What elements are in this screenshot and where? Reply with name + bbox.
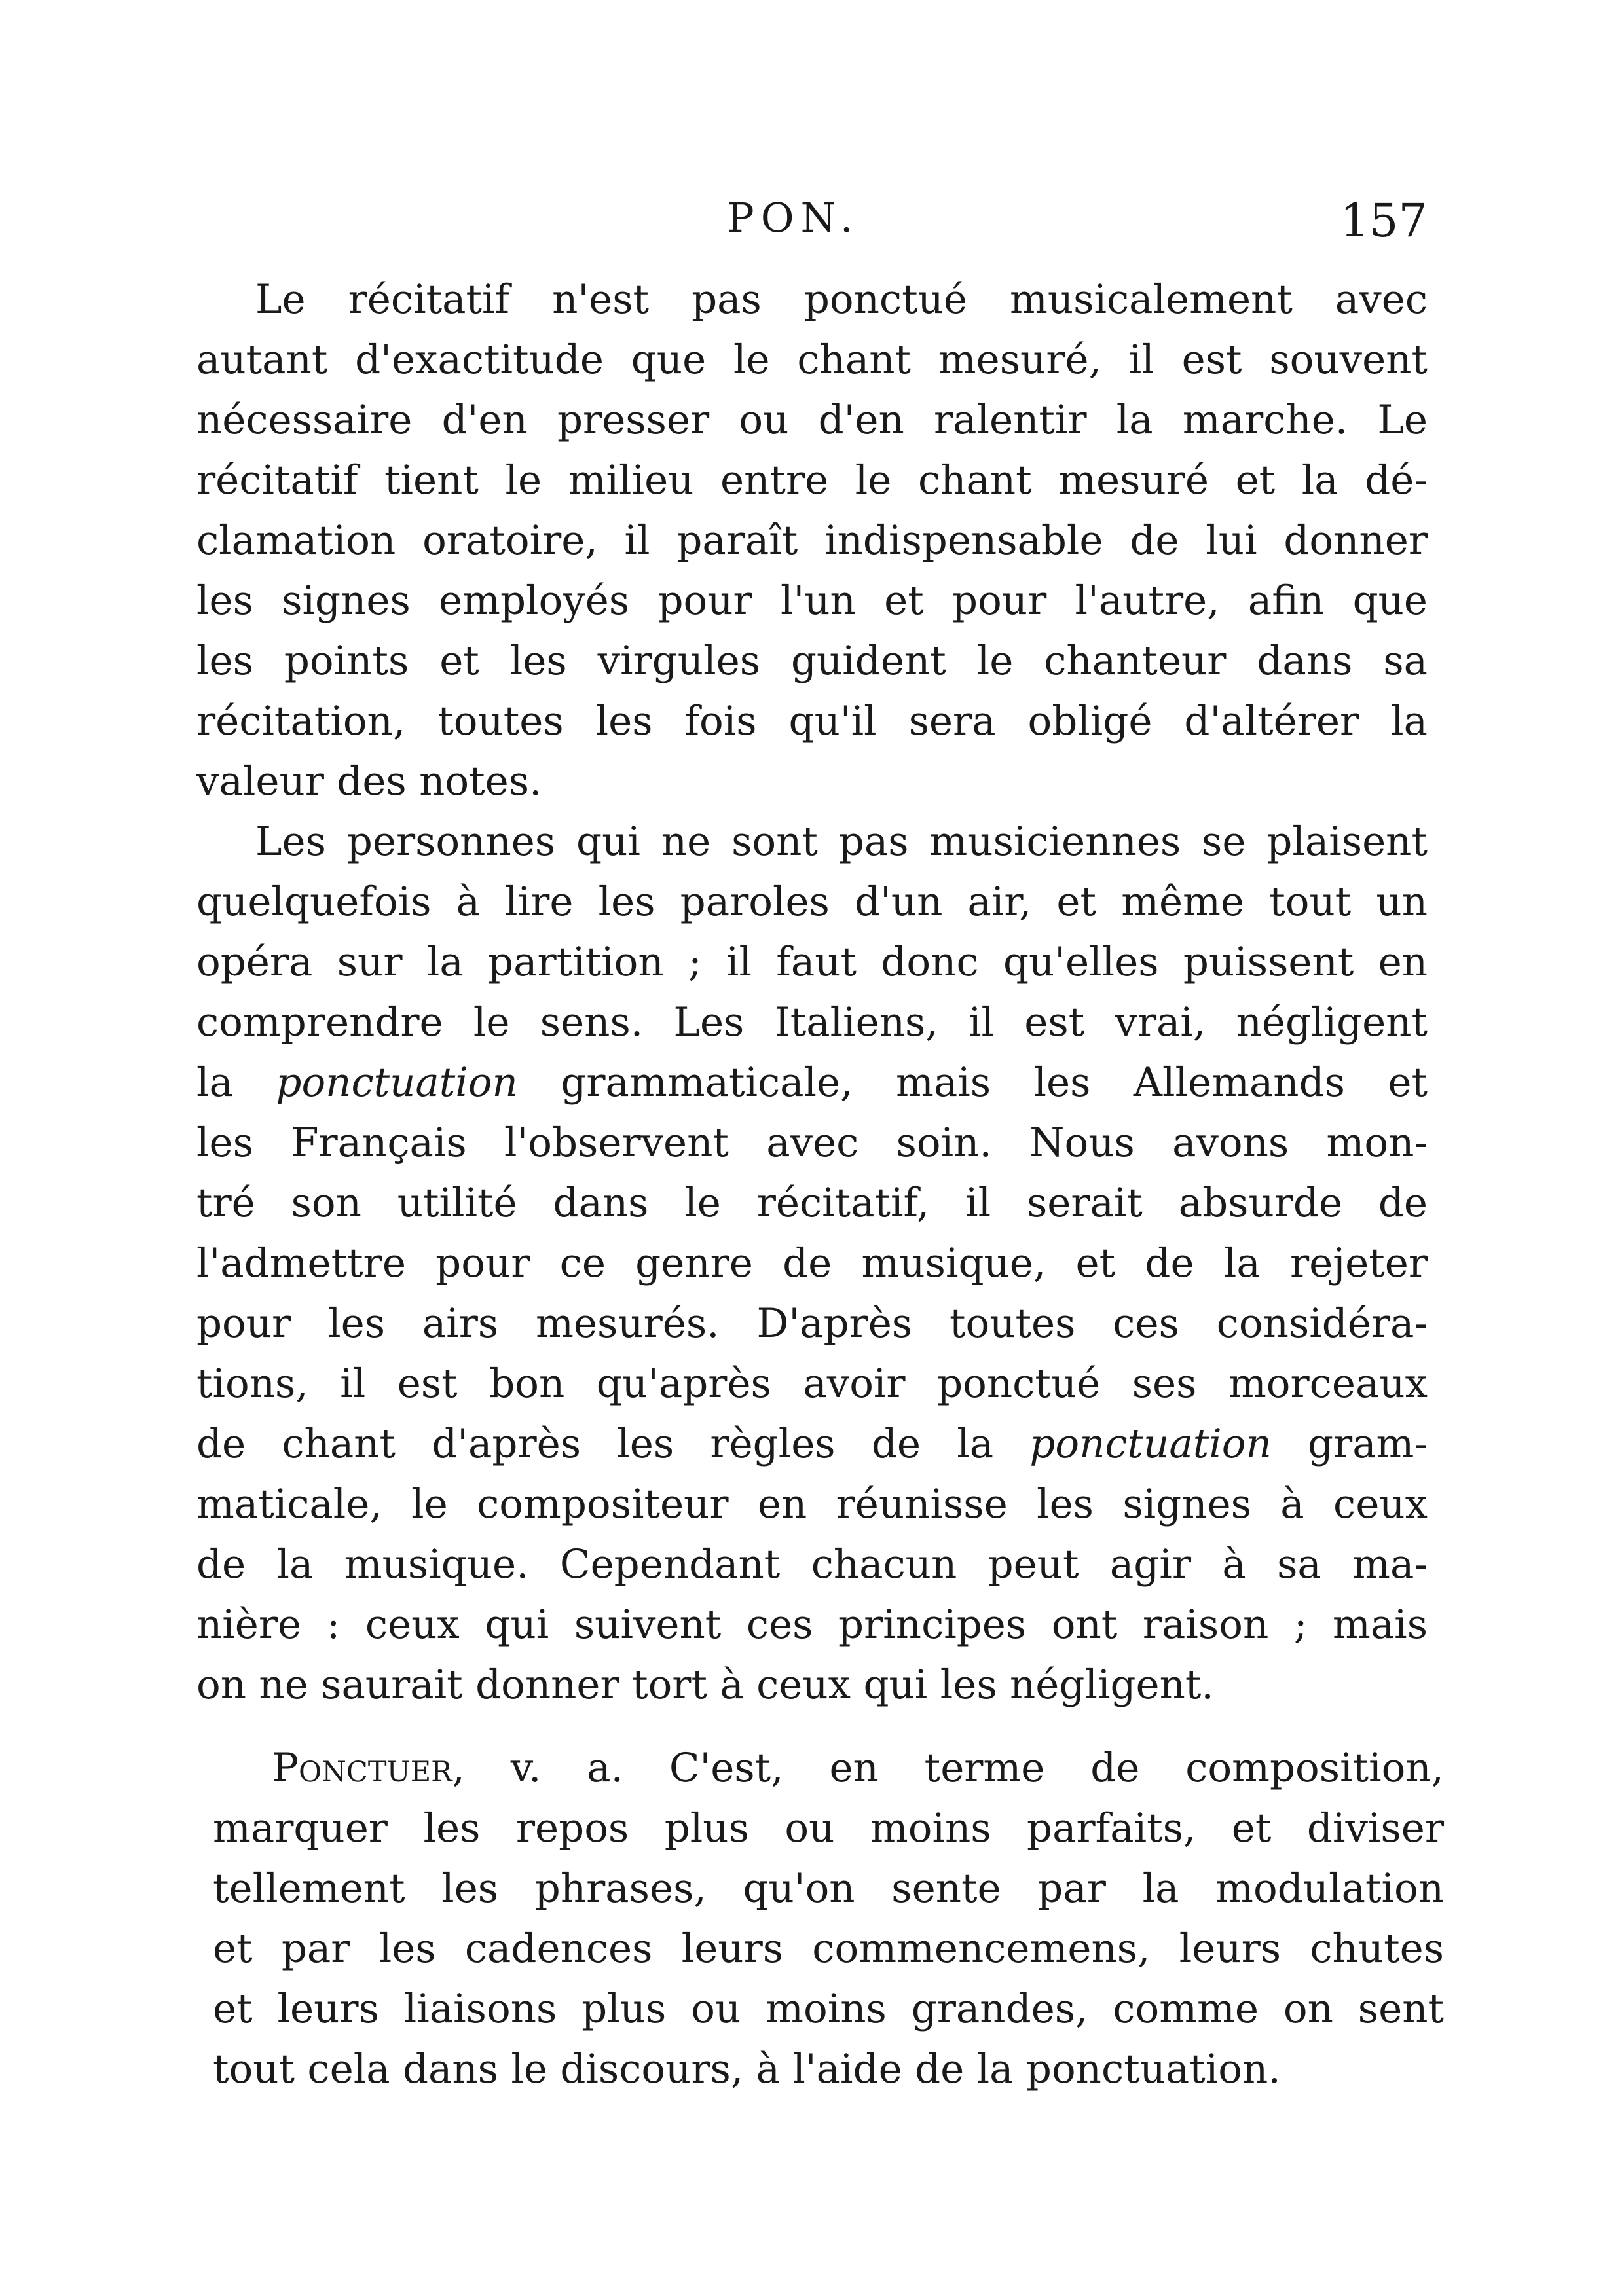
running-head: [196, 194, 1428, 253]
text-line: Le récitatif n'est pas ponctué musicalement avec: [255, 276, 1428, 323]
text-line: opéra sur la partition ; il faut donc qu'elles puissent en: [196, 939, 1428, 985]
text-line: nécessaire d'en presser ou d'en ralentir la marche. Le: [196, 397, 1428, 443]
entry-ponctuer: [213, 1738, 1444, 2100]
text-line: autant d'exactitude que le chant mesuré, il est souvent: [196, 337, 1428, 383]
text-line: les signes employés pour l'un et pour l'autre, afin que: [196, 577, 1428, 624]
text-line: tellement les phrases, qu'on sente par la modulation: [213, 1865, 1444, 1912]
text-line: les Français l'observent avec soin. Nous avons mon-: [196, 1120, 1428, 1166]
text-line: comprendre le sens. Les Italiens, il est vrai, négligent: [196, 999, 1428, 1046]
text-line: et leurs liaisons plus ou moins grandes, comme on sent: [213, 1986, 1444, 2032]
text-fragment: gram-: [1307, 1421, 1428, 1467]
text-line: valeur des notes.: [196, 758, 542, 805]
text-line: [196, 1053, 1428, 1113]
text-line: [196, 1414, 1428, 1474]
text-line: quelquefois à lire les paroles d'un air, et même tout un: [196, 879, 1428, 925]
text-line: marquer les repos plus ou moins parfaits, et diviser: [213, 1805, 1444, 1851]
text-line: pour les airs mesurés. D'après toutes ces considéra-: [196, 1300, 1428, 1347]
text-line: tré son utilité dans le récitatif, il serait absurde de: [196, 1180, 1428, 1226]
text-line: [213, 1738, 1444, 1798]
text-line: maticale, le compositeur en réunisse les signes à ceux: [196, 1481, 1428, 1527]
italic-term: ponctuation: [276, 1059, 518, 1106]
text-fragment: la: [196, 1059, 233, 1106]
page-number: 157: [1340, 194, 1428, 247]
text-line: nière : ceux qui suivent ces principes ont raison ; mais: [196, 1601, 1428, 1648]
headword: Ponctuer: [272, 1745, 452, 1791]
text-fragment: , v. a. C'est, en terme de composition,: [452, 1745, 1444, 1791]
text-fragment: grammaticale, mais les Allemands et: [561, 1059, 1428, 1106]
italic-term: ponctuation: [1029, 1421, 1272, 1467]
text-line: de la musique. Cependant chacun peut agir à sa ma-: [196, 1541, 1428, 1588]
text-line: clamation oratoire, il paraît indispensable de lui donner: [196, 517, 1428, 564]
text-line: on ne saurait donner tort à ceux qui les négligent.: [196, 1662, 1214, 1708]
text-line: tions, il est bon qu'après avoir ponctué ses morceaux: [196, 1360, 1428, 1407]
text-line: les points et les virgules guident le chanteur dans sa: [196, 638, 1428, 684]
paragraph-personnes: [196, 812, 1428, 1715]
text-line: tout cela dans le discours, à l'aide de la ponctuation.: [213, 2046, 1281, 2092]
paragraph-recitatif: [196, 270, 1428, 812]
text-line: et par les cadences leurs commencemens, leurs chutes: [213, 1925, 1444, 1972]
text-line: récitation, toutes les fois qu'il sera obligé d'altérer la: [196, 698, 1428, 744]
running-title: PON.: [727, 194, 860, 242]
text-line: récitatif tient le milieu entre le chant mesuré et la dé-: [196, 457, 1428, 503]
text-line: Les personnes qui ne sont pas musiciennes se plaisent: [255, 818, 1428, 865]
text-line: l'admettre pour ce genre de musique, et de la rejeter: [196, 1240, 1428, 1286]
text-fragment: de chant d'après les règles de la: [196, 1421, 994, 1467]
